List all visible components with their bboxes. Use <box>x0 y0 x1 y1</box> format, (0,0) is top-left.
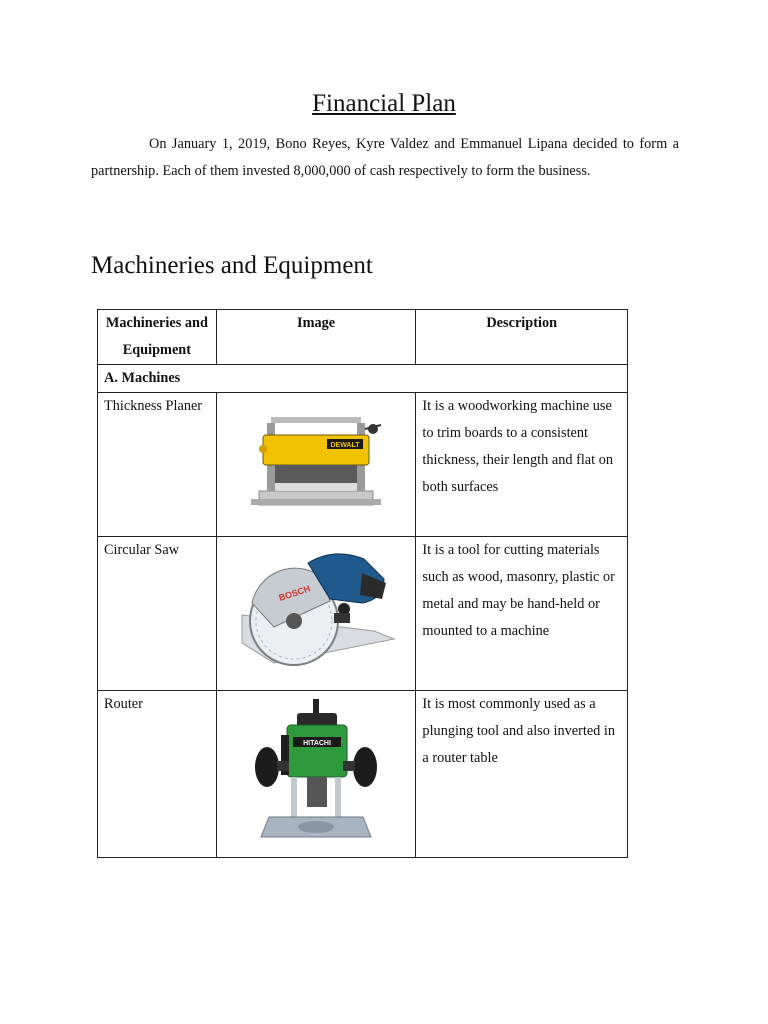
table-row <box>98 691 628 858</box>
table-header-row <box>98 310 628 365</box>
header-image: Image <box>216 310 416 365</box>
circular-saw-image <box>234 543 399 668</box>
subheading-machines: A. Machines <box>98 365 628 393</box>
equipment-image-cell <box>216 393 416 537</box>
header-description: Description <box>416 310 628 365</box>
planer-brand: DEWALT <box>330 442 360 449</box>
table-subheading-row <box>98 365 628 393</box>
equipment-description: It is most commonly used as a plunging tool and also inverted in a router table <box>416 691 628 858</box>
table-row <box>98 537 628 691</box>
router-image <box>251 697 381 845</box>
equipment-description: It is a woodworking machine use to trim boards to a consistent thickness, their length and flat on both surfaces <box>416 393 628 537</box>
equipment-image-cell <box>216 691 416 858</box>
equipment-name: Router <box>98 691 217 858</box>
equipment-table <box>97 309 628 858</box>
equipment-image-cell <box>216 537 416 691</box>
router-brand: HITACHI <box>303 740 332 747</box>
table-row <box>98 393 628 537</box>
equipment-description: It is a tool for cutting materials such as wood, masonry, plastic or metal and may be hand-held or mounted to a machine <box>416 537 628 691</box>
intro-text: On January 1, 2019, Bono Reyes, Kyre Valdez and Emmanuel Lipana decided to form a partnership. Each of them invested 8,000,000 of cash respectively to form the business. <box>91 136 679 179</box>
section-heading: Machineries and Equipment <box>91 252 373 279</box>
equipment-name: Circular Saw <box>98 537 217 691</box>
saw-brand: BOSCH <box>277 583 312 603</box>
page-title: Financial Plan <box>312 90 456 117</box>
intro-paragraph <box>91 131 679 185</box>
header-equipment: Machineries and Equipment <box>98 310 217 365</box>
equipment-name: Thickness Planer <box>98 393 217 537</box>
thickness-planer-image <box>241 399 391 511</box>
